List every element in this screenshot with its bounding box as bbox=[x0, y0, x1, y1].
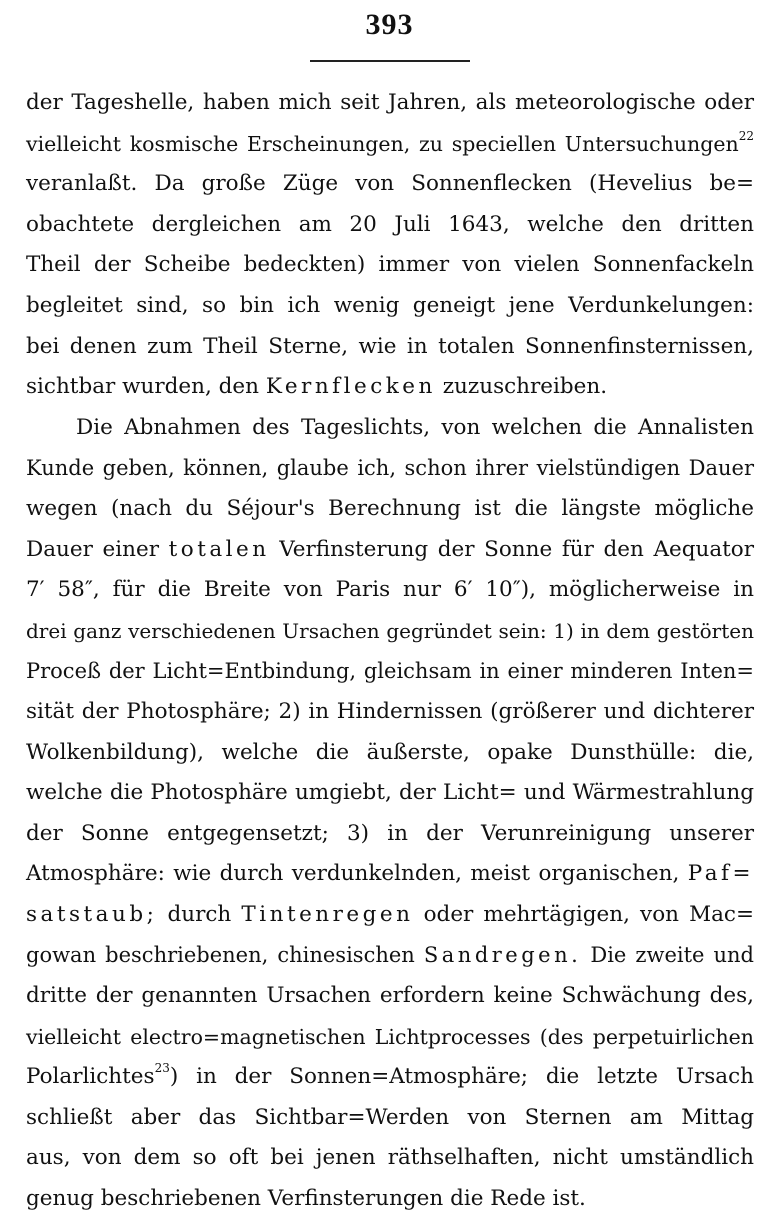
text-line bbox=[26, 530, 754, 571]
text-span: gowan beschriebenen, chinesischen bbox=[26, 943, 415, 968]
text-line: veranlaßt. Da große Züge von Sonnenflecken (Hevelius be= bbox=[26, 171, 754, 197]
spaced-emphasis: Paf= bbox=[687, 861, 754, 887]
text-line: vielleicht electro=magnetischen Lichtprocesses (des perpetuirlichen bbox=[26, 1024, 754, 1049]
text-span: Dauer einer bbox=[26, 536, 159, 562]
text-span: Verdunkelungen: bbox=[568, 292, 754, 318]
text-line: genug beschriebenen Verfinsterungen die Rede ist. bbox=[26, 1186, 586, 1212]
text-line: 7′ 58″, für die Breite von Paris nur 6′ 10″), möglicherweise in bbox=[26, 577, 754, 603]
text-line: Proceß der Licht=Entbindung, gleichsam in einer minderen Inten= bbox=[26, 659, 754, 684]
text-span: durch bbox=[167, 901, 232, 927]
text-line bbox=[26, 286, 754, 327]
text-line bbox=[26, 124, 754, 165]
text-span: Verfinsterung der Sonne für den Aequator bbox=[279, 536, 755, 562]
text-line bbox=[26, 895, 754, 936]
text-span: sichtbar wurden, den bbox=[26, 374, 259, 400]
text-span: vielleicht kosmische Erscheinungen, zu speciellen Untersuchungen bbox=[26, 131, 739, 156]
text-line: Wolkenbildung), welche die äußerste, opake Dunsthülle: die, bbox=[26, 739, 754, 765]
text-line: obachtete dergleichen am 20 Juli 1643, welche den dritten bbox=[26, 211, 754, 237]
text-line: aus, von dem so oft bei jenen räthselhaften, nicht umständlich bbox=[26, 1145, 754, 1171]
text-line: Theil der Scheibe bedeckten) immer von vielen Sonnenfackeln bbox=[26, 252, 754, 278]
header-rule bbox=[310, 60, 470, 62]
text-line: schließt aber das Sichtbar=Werden von Sternen am Mittag bbox=[26, 1104, 754, 1130]
footnote-ref-23: 23 bbox=[154, 1061, 170, 1076]
text-line bbox=[26, 1057, 754, 1098]
text-line: drei ganz verschiedenen Ursachen gegründet sein: 1) in dem gestörten bbox=[26, 618, 754, 643]
footnote-ref-22: 22 bbox=[738, 128, 754, 143]
text-span: Die zweite und bbox=[590, 943, 755, 968]
text-span: oder mehrtägigen, von Mac= bbox=[423, 901, 754, 927]
spaced-emphasis: Sandregen. bbox=[423, 943, 582, 968]
text-span: begleitet sind, so bin ich wenig geneigt jene bbox=[26, 292, 555, 318]
text-line bbox=[26, 367, 754, 408]
page-number: 393 bbox=[365, 8, 414, 41]
text-line bbox=[26, 854, 754, 895]
text-span: zuzuschreiben. bbox=[442, 374, 608, 400]
text-line: der Sonne entgegensetzt; 3) in der Verunreinigung unserer bbox=[26, 820, 754, 846]
text-span: Atmosphäre: wie durch verdunkelnden, meist organischen, bbox=[26, 861, 680, 887]
text-line: dritte der genannten Ursachen erfordern keine Schwächung des, bbox=[26, 983, 754, 1009]
text-line: bei denen zum Theil Sterne, wie in totalen Sonnenfinsternissen, bbox=[26, 333, 754, 359]
text-line: Kunde geben, können, glaube ich, schon ihrer vielstündigen Dauer bbox=[26, 456, 754, 481]
spaced-emphasis: Tintenregen bbox=[241, 901, 414, 927]
spaced-emphasis: satstaub; bbox=[26, 901, 158, 927]
text-line: der Tageshelle, haben mich seit Jahren, als meteorologische oder bbox=[26, 90, 754, 115]
text-line bbox=[26, 935, 754, 976]
spaced-emphasis: totalen bbox=[168, 536, 270, 562]
text-line: sität der Photosphäre; 2) in Hindernissen (größerer und dichterer bbox=[26, 698, 754, 724]
spaced-emphasis: Kernflecken bbox=[265, 374, 436, 400]
text-line: welche die Photosphäre umgiebt, der Licht= und Wärmestrahlung bbox=[26, 780, 754, 806]
text-span: Polarlichtes bbox=[26, 1064, 155, 1090]
text-line: wegen (nach du Séjour's Berechnung ist die längste mögliche bbox=[26, 495, 754, 521]
text-span: ) in der Sonnen=Atmosphäre; die letzte Ursach bbox=[169, 1064, 754, 1090]
body-text bbox=[26, 83, 754, 1220]
text-line: Die Abnahmen des Tageslichts, von welchen die Annalisten bbox=[76, 414, 754, 440]
